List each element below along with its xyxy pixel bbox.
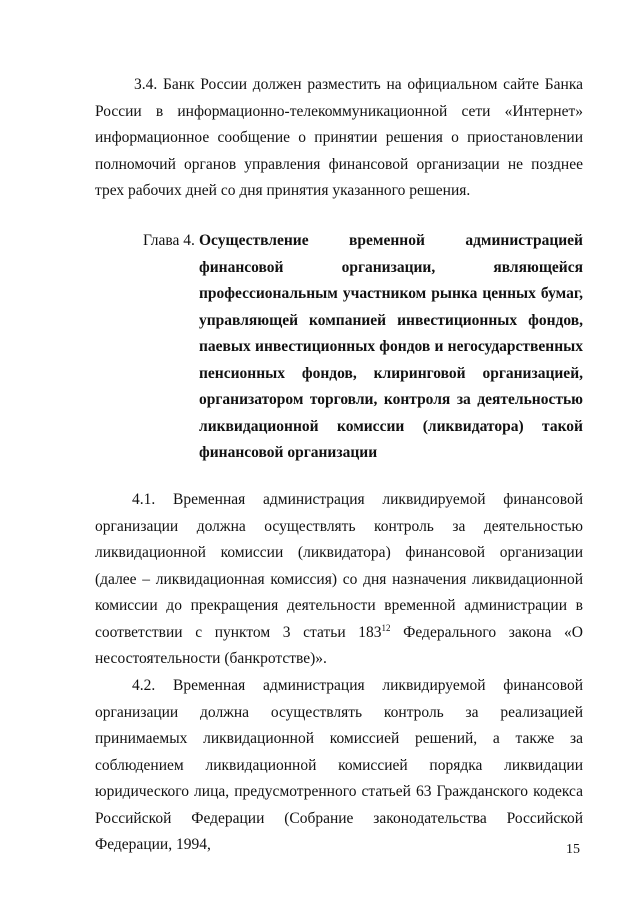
paragraph-4-2 [95,673,583,859]
paragraph-4-1-text: 4.1. Временная администрация ликвидируемой финансовой организации должна осуществлять контроль за деятельностью ликвидационной комиссии (ликвидатора) финансовой организации (далее – ликвидационная комиссия) со дня назначения ликвидационной комиссии до прекращения деятельности временной администрации в соответствии с пунктом 3 статьи 183 [95,491,583,641]
paragraph-4-1 [95,487,583,673]
paragraph-4-2-text: 4.2. Временная администрация ликвидируемой финансовой организации должна осуществлять контроль за реализацией принимаемых ликвидационной комиссией решений, а также за соблюдением ликвидационной комиссией порядка ликвидации юридического лица, предусмотренного статьей 63 Гражданского кодекса Российской Федерации (Собрание законодательства Российской Федерации, 1994, [95,677,583,853]
paragraph-3-4 [95,72,583,205]
page-number: 15 [566,842,580,857]
chapter-label: Глава 4. [143,232,195,249]
paragraph-4-1-text-end: Федерального закона «О несостоятельности (банкротстве)». [95,623,584,667]
paragraph-3-4-text: 3.4. Банк России должен разместить на официальном сайте Банка России в информационно-телекоммуникационной сети «Интернет» информационное сообщение о принятии решения о приостановлении полномочий органов управления финансовой организации не позднее трех рабочих дней со дня принятия указанного решения. [95,76,583,199]
chapter-title: Осуществление временной администрацией финансовой организации, являющейся профессиональным участником рынка ценных бумаг, управляющей компанией инвестиционных фондов, паевых инвестиционных фондов и негосударственных пенсионных фондов, клиринговой организацией, организатором торговли, контроля за деятельностью ликвидационной комиссии (ликвидатора) такой финансовой организации [199,232,583,461]
article-superscript: 12 [381,622,391,633]
